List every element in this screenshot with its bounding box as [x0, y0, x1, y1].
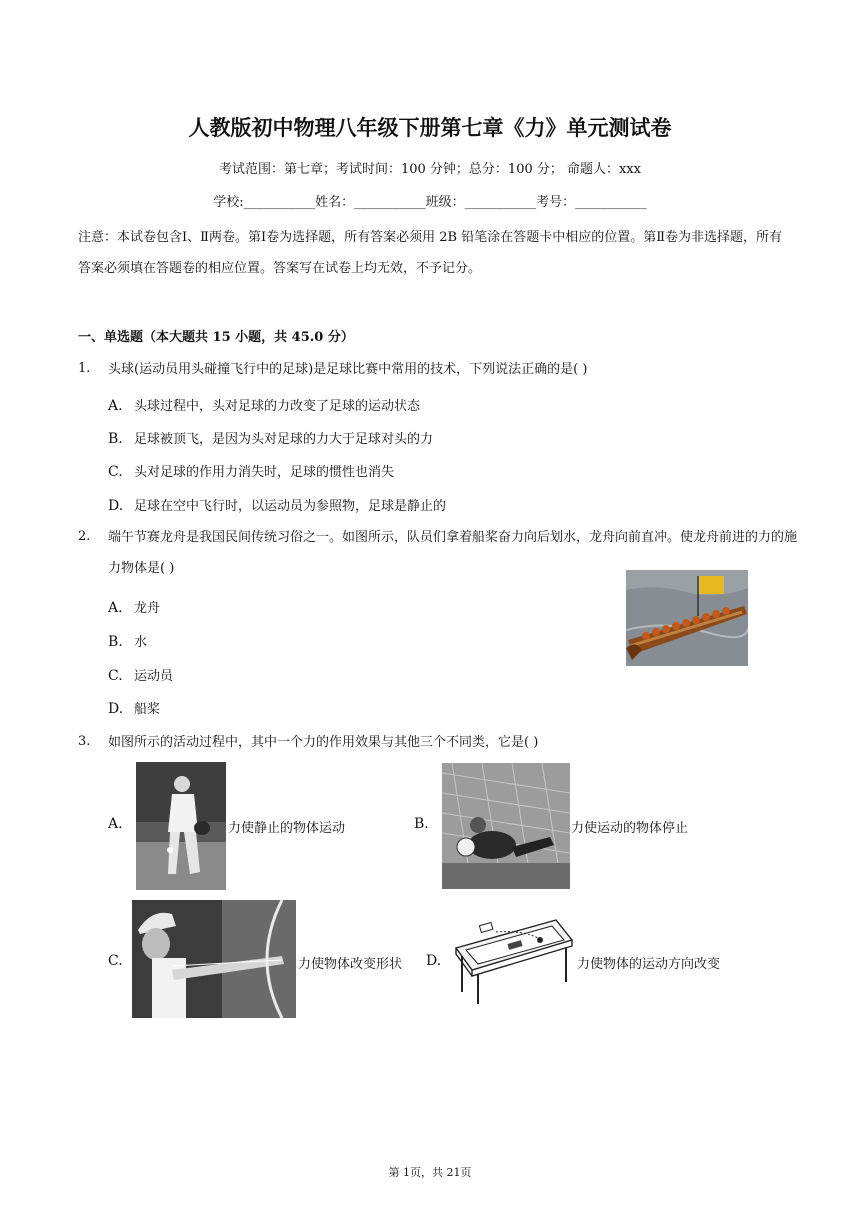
goalkeeper-image — [442, 763, 570, 889]
option-text: 龙舟 — [134, 601, 161, 616]
option-label: B. — [108, 431, 123, 447]
option-label: A. — [108, 600, 123, 616]
option-label: D. — [108, 498, 124, 514]
option-text: 头球过程中，头对足球的力改变了足球的运动状态 — [134, 399, 421, 414]
baseball-player-image — [136, 762, 226, 890]
option-text: 足球在空中飞行时，以运动员为参照物，足球是静止的 — [134, 499, 447, 514]
option-label: D. — [426, 953, 442, 969]
option-b — [108, 428, 433, 447]
option-b — [108, 631, 147, 650]
question-text: 如图所示的活动过程中，其中一个力的作用效果与其他三个不同类，它是( ) — [108, 735, 539, 750]
exam-notice: 注意：本试卷包含Ⅰ、Ⅱ两卷。第Ⅰ卷为选择题，所有答案必须用 2B 铅笔涂在答题卡中相应的位置。第Ⅱ卷为非选择题，所有答案必须填在答题卷的相应位置。答案写在试卷上均无效，不予记分。 — [78, 230, 783, 276]
question-number: 2. — [78, 529, 91, 544]
option-label: B. — [414, 816, 429, 832]
magnet-table-image — [452, 912, 576, 1006]
archer-image — [132, 900, 296, 1018]
option-text: 力使静止的物体运动 — [228, 821, 346, 836]
option-text: 力使物体改变形状 — [298, 957, 403, 972]
option-d — [108, 495, 446, 514]
option-a — [108, 597, 160, 616]
option-d — [108, 698, 160, 717]
option-text: 船桨 — [134, 702, 161, 717]
option-label: C. — [108, 464, 123, 480]
option-label: C. — [108, 668, 123, 684]
option-c — [108, 461, 394, 480]
option-a — [108, 395, 420, 414]
question-text: 头球(运动员用头碰撞飞行中的足球)是足球比赛中常用的技术，下列说法正确的是( ) — [108, 362, 588, 377]
question-number: 3. — [78, 734, 91, 749]
option-label: D. — [108, 701, 124, 717]
option-text: 水 — [134, 635, 148, 650]
option-label: B. — [108, 634, 123, 650]
option-text: 力使运动的物体停止 — [571, 821, 689, 836]
option-text: 运动员 — [134, 669, 174, 684]
option-label: A. — [108, 816, 123, 832]
question-number: 1. — [78, 361, 91, 376]
student-info-line: 学校:___________姓名：___________班级：___________考号：___________ — [213, 195, 647, 210]
exam-meta: 考试范围：第七章；考试时间：100 分钟；总分：100 分； 命题人：xxx — [218, 162, 642, 177]
option-c — [108, 665, 173, 684]
dragon-boat-image — [626, 570, 748, 666]
option-label: A. — [108, 398, 123, 414]
page-footer: 第 1页，共 21页 — [388, 1166, 472, 1179]
option-text: 足球被顶飞，是因为头对足球的力大于足球对头的力 — [134, 432, 434, 447]
section-heading: 一、单选题（本大题共 15 小题，共 45.0 分） — [78, 330, 354, 345]
option-text: 头对足球的作用力消失时，足球的惯性也消失 — [134, 465, 395, 480]
exam-title: 人教版初中物理八年级下册第七章《力》单元测试卷 — [188, 115, 672, 140]
option-label: C. — [108, 953, 123, 969]
question-text: 端午节赛龙舟是我国民间传统习俗之一。如图所示，队员们拿着船桨奋力向后划水，龙舟向前直冲。使龙舟前进的力的施力物体是( ) — [108, 530, 798, 576]
option-text: 力使物体的运动方向改变 — [577, 957, 721, 972]
